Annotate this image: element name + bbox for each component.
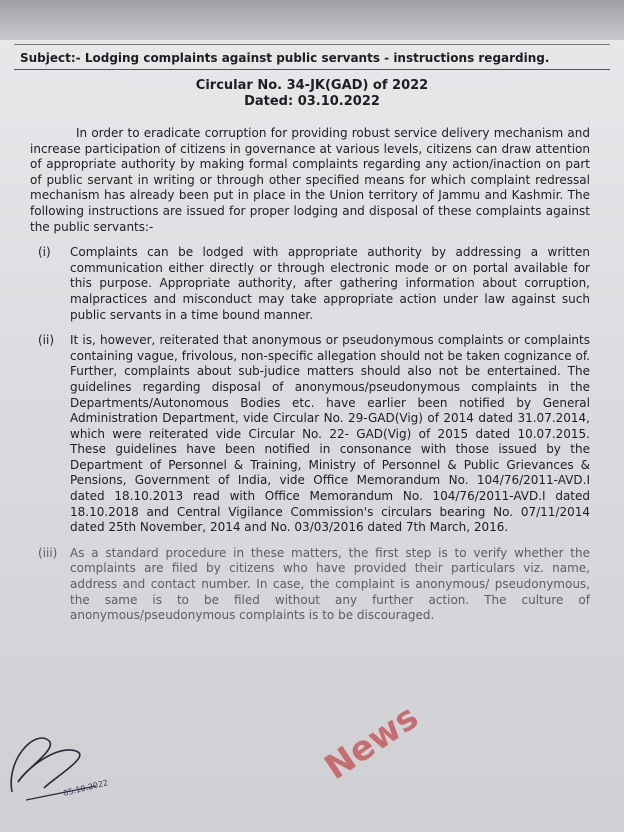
item-number: (i): [38, 245, 51, 260]
item-number: (iii): [38, 545, 58, 560]
instruction-item-3: [30, 546, 590, 624]
circular-number: Circular No. 34-JK(GAD) of 2022: [195, 78, 429, 93]
item-text: Complaints can be lodged with appropriate authority by addressing a written communication either directly or through electronic mode or on portal available for this purpose. Appropriate authority, after gathering information about corruption, malpractices and misconduct may take appropriate action under law against such public servants in a time bound manner.: [70, 245, 590, 322]
signature-icon: [4, 700, 114, 808]
circular-date: Dated: 03.10.2022: [244, 94, 380, 109]
instruction-item-1: [30, 245, 590, 323]
item-text: It is, however, reiterated that anonymous or pseudonymous complaints or complaints containing vague, frivolous, non-specific allegation should not be taken cognizance of. Further, complaints about sub-judice matters should also not be entertained. The guidelines regarding disposal of anonymous/pseudonymous complaints in the Departments/Autonomous Bodies etc. have earlier been notified by General Administration Department, vide Circular No. 29-GAD(Vig) of 2014 dated 31.07.2014, which were reiterated vide Circular No. 22- GAD(Vig) of 2015 dated 10.07.2015. These guidelines have been notified in consonance with those issued by the Department of Personnel & Training, Ministry of Personnel & Public Grievances & Pensions, Government of India, vide Office Memorandum No. 104/76/2011-AVD.I dated 18.10.2013 read with Office Memorandum No. 104/76/2011-AVD.I dated 18.10.2018 and Central Vigilance Commission's circulars bearing No. 07/11/2014 dated 25th November, 2014 and No. 03/03/2016 dated 7th March, 2016.: [70, 333, 590, 535]
item-text: As a standard procedure in these matters, the first step is to verify whether the complaints are filed by citizens who have provided their particulars viz. name, address and contact number. In case, the complaint is anonymous/ pseudonymous, the same is to be filed without any further action. The culture of anonymous/pseudonymous complaints is to be discouraged.: [70, 545, 590, 623]
intro-paragraph: In order to eradicate corruption for providing robust service delivery mechanism and increase participation of citizens in governance at various levels, citizens can draw attention of appropriate authority by making formal complaints regarding any action/inaction on part of public servant in writing or through other specified means for which complaint redressal mechanism has already been put in place in the Union territory of Jammu and Kashmir. The following instructions are issued for proper lodging and disposal of these complaints against the public servants:-: [30, 126, 590, 234]
subject-line: Subject:- Lodging complaints against public servants - instructions regarding.: [14, 44, 610, 70]
instruction-item-2: [30, 333, 590, 536]
page-top-edge: [0, 0, 624, 40]
document-body: [30, 126, 590, 624]
item-number: (ii): [38, 333, 55, 348]
signature-date: 05.10.2022: [62, 778, 109, 798]
handwritten-signature: [4, 700, 114, 808]
watermark: News: [317, 697, 426, 788]
